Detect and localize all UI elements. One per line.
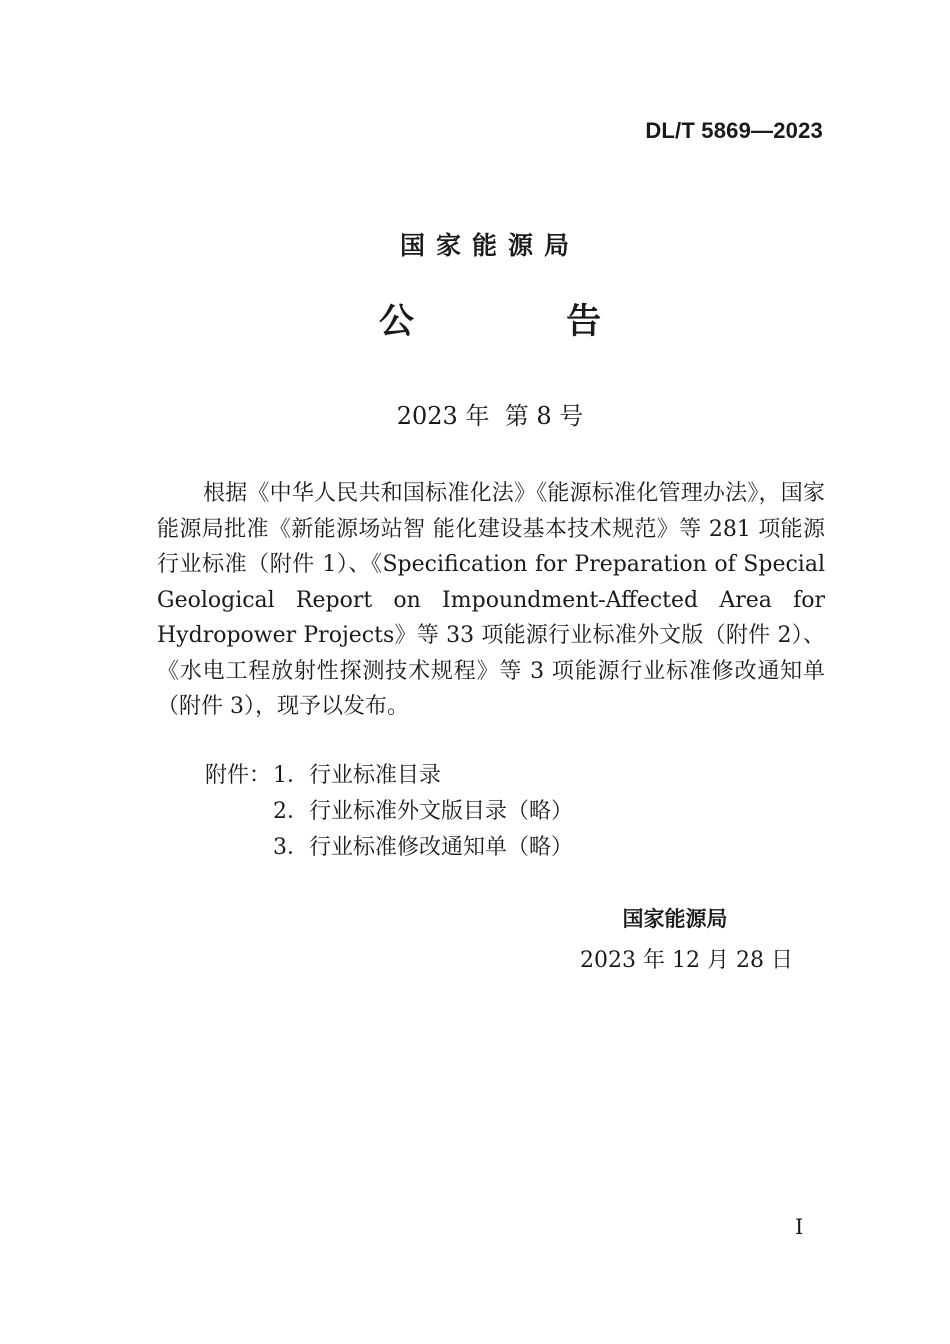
- announcement-body: 根据《中华人民共和国标准化法》《能源标准化管理办法》，国家能源局批准《新能源场站智 能化建设基本技术规范》等 281 项能源行业标准（附件 1）、《Specification for Preparation of Special Geological Report on Impoundment-Affected Area for Hydropower Projects》等 33 项能源行业标准外文版（附件 2）、《水电工程放射性探测技术规程》等 3 项能源行业标准修改通知单（附件 3），现予以发布。: [157, 481, 825, 719]
- attachment-row: [205, 758, 573, 794]
- attachment-row: [205, 794, 573, 830]
- attachment-list: [205, 758, 573, 866]
- signature-date: 2023 年 12 月 28 日: [580, 948, 793, 973]
- attachment-label-spacer: [205, 830, 273, 866]
- attachment-item: 2．行业标准外文版目录（略）: [273, 799, 573, 824]
- attachment-label: 附件：: [205, 763, 272, 788]
- attachment-item: 1．行业标准目录: [273, 763, 441, 788]
- issuer-heading: 国家能源局: [399, 231, 580, 260]
- page-number: I: [795, 1215, 804, 1239]
- attachment-item: 3．行业标准修改通知单（略）: [273, 835, 573, 860]
- notice-title: 公 告: [378, 302, 672, 342]
- attachment-label-spacer: [205, 794, 273, 830]
- signature-organization: 国家能源局: [622, 907, 728, 931]
- attachment-row: [205, 830, 573, 866]
- signature-block: [580, 903, 793, 974]
- standard-number: DL/T 5869—2023: [645, 118, 823, 143]
- issue-number: 2023 年 第 8 号: [396, 402, 584, 430]
